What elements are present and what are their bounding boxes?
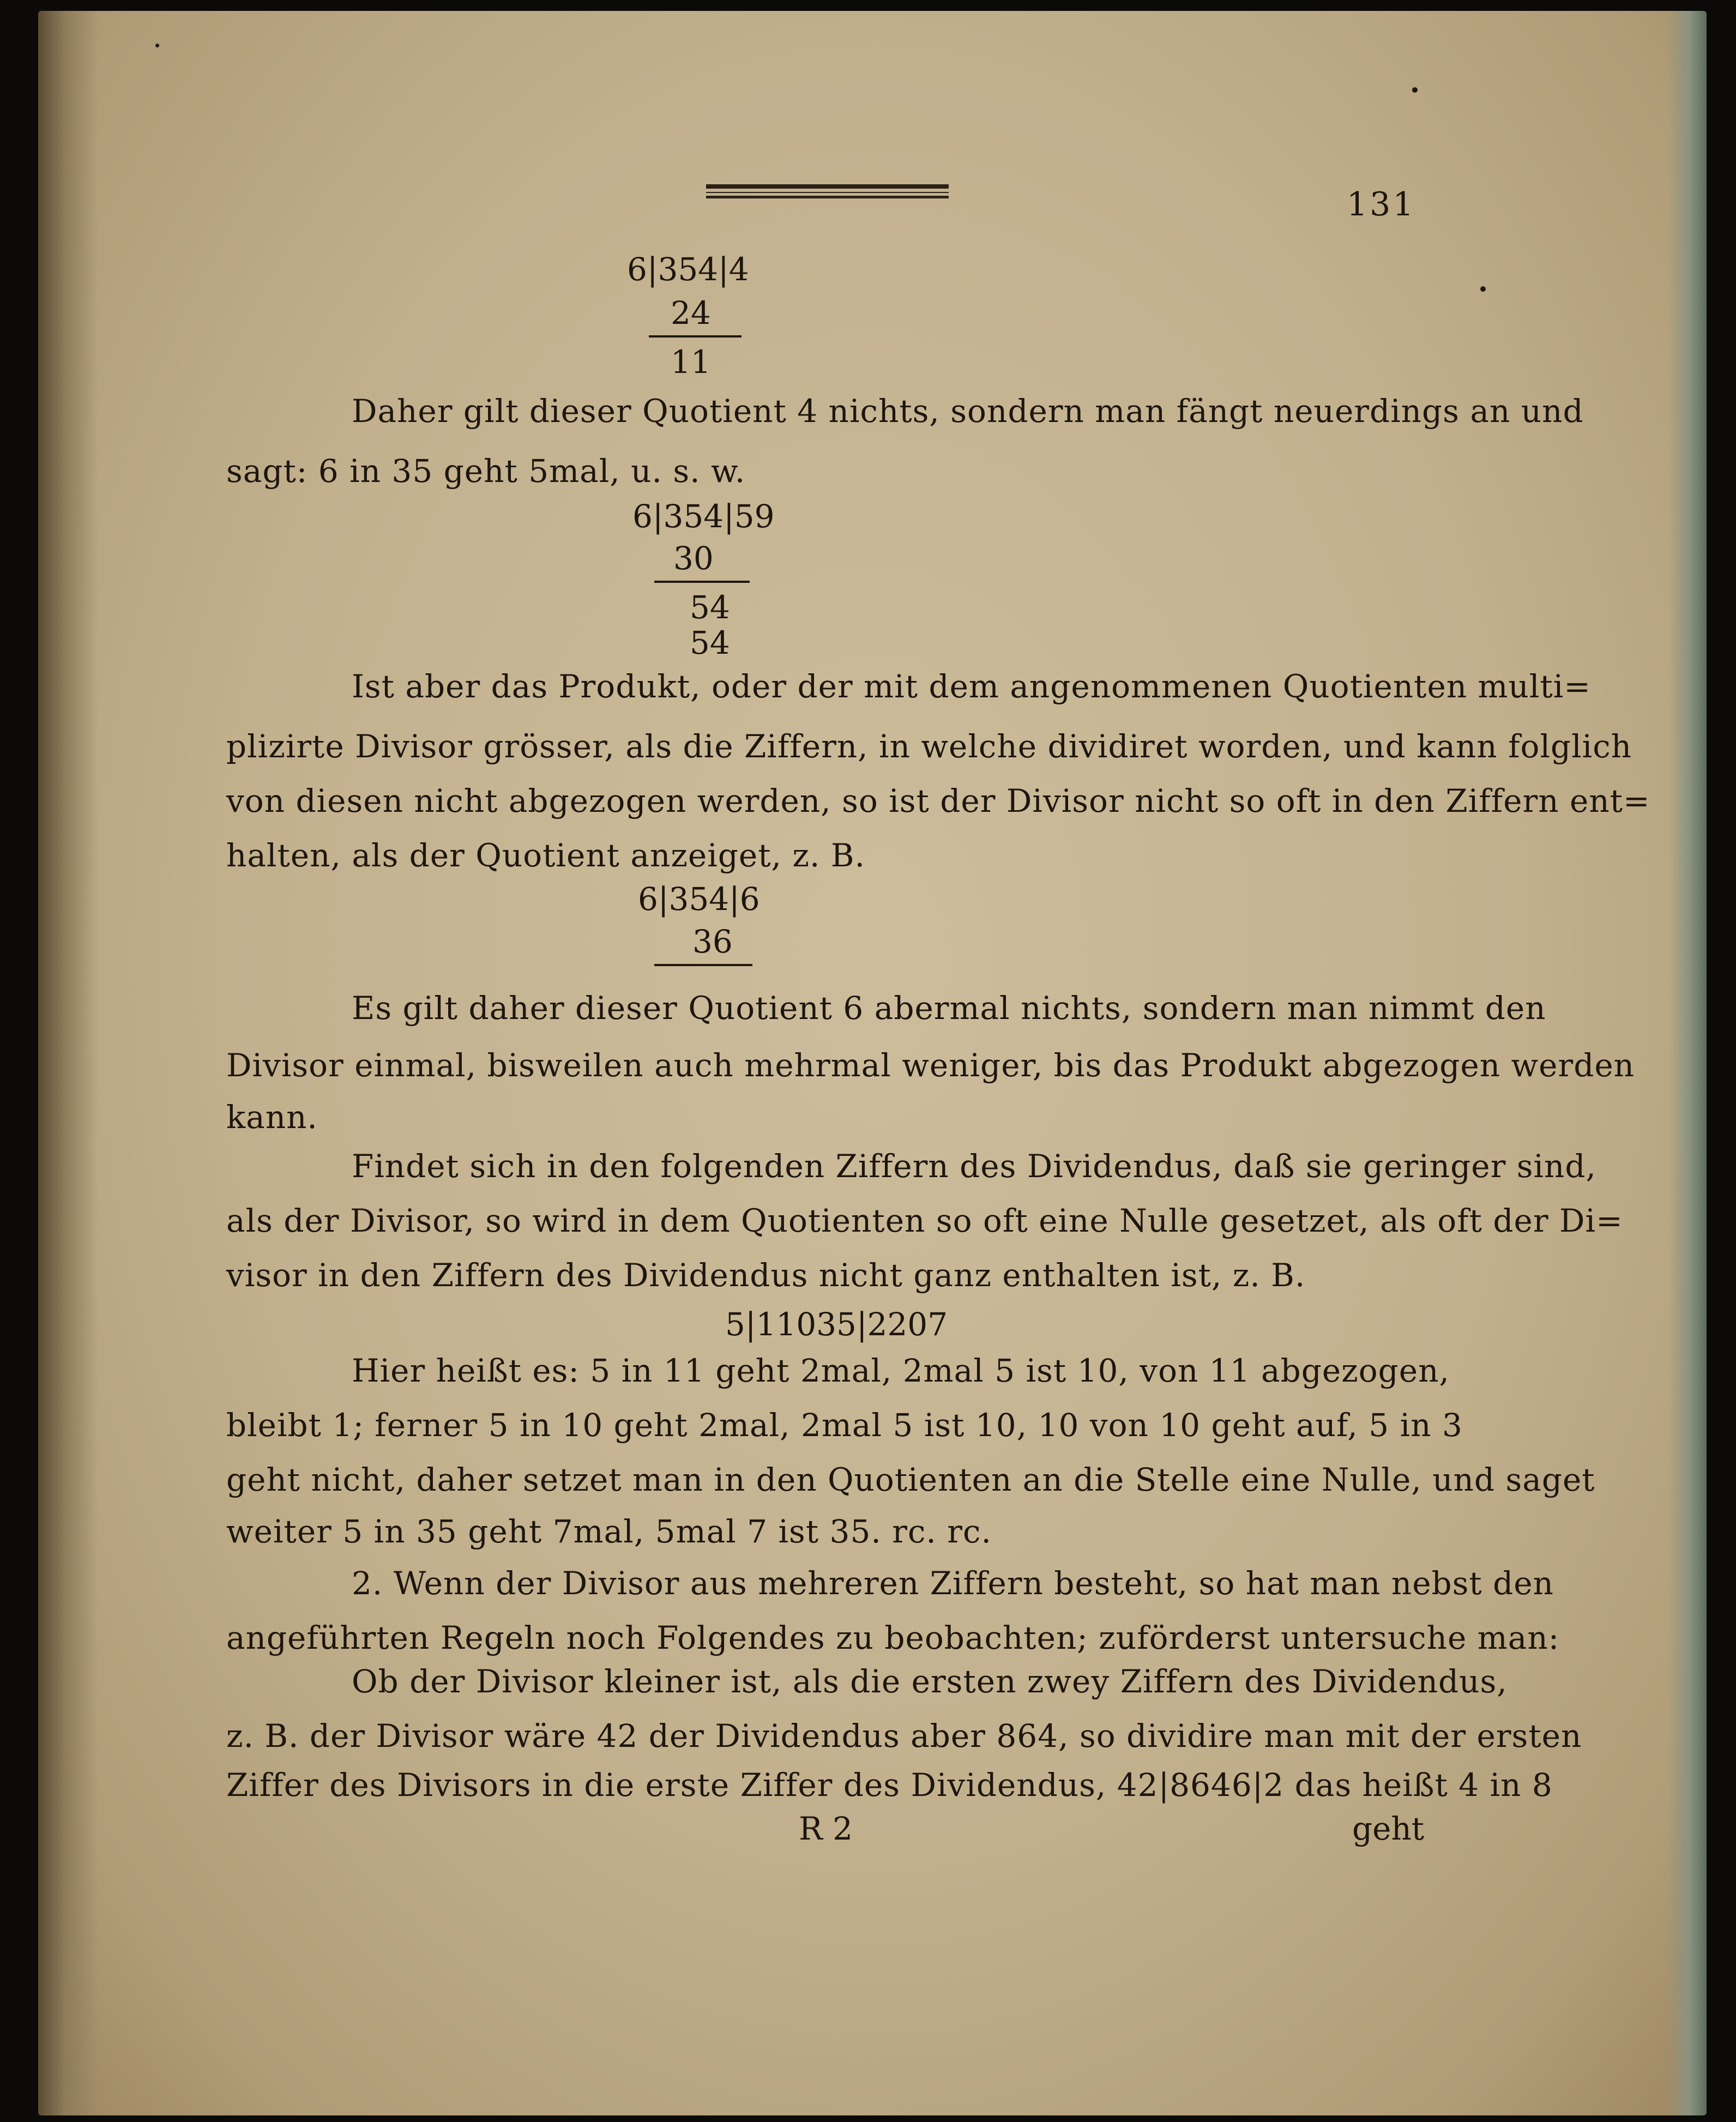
text-line: kann. <box>226 1099 318 1136</box>
calc-subtrahend-2: 30 <box>673 540 714 577</box>
text-line: Findet sich in den folgenden Ziffern des Dividendus, daß sie geringer sind, <box>352 1148 1596 1185</box>
catchword: geht <box>1352 1810 1425 1847</box>
calc-division-4: 5|11035|2207 <box>725 1306 948 1343</box>
paper-speck <box>155 44 159 47</box>
text-line: Ziffer des Divisors in die erste Ziffer des Dividendus, 42|8646|2 das heißt 4 in 8 <box>226 1767 1553 1804</box>
calc-rule-1 <box>649 335 742 337</box>
calc-remainder-1: 11 <box>671 343 711 381</box>
text-line: plizirte Divisor grösser, als die Ziffern, in welche dividiret worden, und kann folglich <box>226 728 1632 765</box>
text-line: als der Divisor, so wird in dem Quotienten so oft eine Nulle gesetzet, als oft der Di= <box>226 1202 1623 1239</box>
header-rule <box>706 184 949 198</box>
paper-speck <box>1480 286 1486 292</box>
calc-division-2: 6|354|59 <box>632 498 775 535</box>
signature-mark: R 2 <box>799 1810 853 1847</box>
text-line: 2. Wenn der Divisor aus mehreren Ziffern besteht, so hat man nebst den <box>352 1565 1554 1602</box>
text-line: visor in den Ziffern des Dividendus nicht ganz enthalten ist, z. B. <box>226 1257 1306 1294</box>
calc-product-2: 54 <box>690 624 730 661</box>
calc-rule-2 <box>654 581 750 583</box>
calc-subtrahend-1: 24 <box>671 294 711 331</box>
calc-division-1: 6|354|4 <box>627 251 749 288</box>
calc-rule-3 <box>654 964 752 966</box>
page-number: 131 <box>1347 185 1416 224</box>
text-line: Ob der Divisor kleiner ist, als die ersten zwey Ziffern des Dividendus, <box>352 1663 1508 1700</box>
text-line: z. B. der Divisor wäre 42 der Dividendus aber 864, so dividire man mit der ersten <box>226 1717 1582 1755</box>
page-content <box>38 11 1707 2115</box>
book-page <box>38 11 1707 2115</box>
text-line: weiter 5 in 35 geht 7mal, 5mal 7 ist 35. rc. rc. <box>226 1513 992 1550</box>
text-line: halten, als der Quotient anzeiget, z. B. <box>226 837 865 874</box>
text-line: von diesen nicht abgezogen werden, so ist der Divisor nicht so oft in den Ziffern ent= <box>226 782 1650 819</box>
text-line: Ist aber das Produkt, oder der mit dem angenommenen Quotienten multi= <box>352 668 1591 705</box>
text-line: Daher gilt dieser Quotient 4 nichts, sondern man fängt neuerdings an und <box>352 393 1584 430</box>
calc-remainder-2: 54 <box>690 589 730 626</box>
text-line: sagt: 6 in 35 geht 5mal, u. s. w. <box>226 453 746 490</box>
text-line: bleibt 1; ferner 5 in 10 geht 2mal, 2mal 5 ist 10, 10 von 10 geht auf, 5 in 3 <box>226 1407 1463 1444</box>
text-line: geht nicht, daher setzet man in den Quotienten an die Stelle eine Nulle, und saget <box>226 1461 1595 1498</box>
text-line: angeführten Regeln noch Folgendes zu beobachten; zuförderst untersuche man: <box>226 1619 1560 1656</box>
text-line: Hier heißt es: 5 in 11 geht 2mal, 2mal 5 ist 10, von 11 abgezogen, <box>352 1352 1450 1389</box>
calc-subtrahend-3: 36 <box>692 923 733 960</box>
calc-division-3: 6|354|6 <box>638 881 760 918</box>
paper-speck <box>1412 87 1418 93</box>
text-line: Es gilt daher dieser Quotient 6 abermal nichts, sondern man nimmt den <box>352 990 1546 1027</box>
text-line: Divisor einmal, bisweilen auch mehrmal weniger, bis das Produkt abgezogen werden <box>226 1047 1635 1084</box>
